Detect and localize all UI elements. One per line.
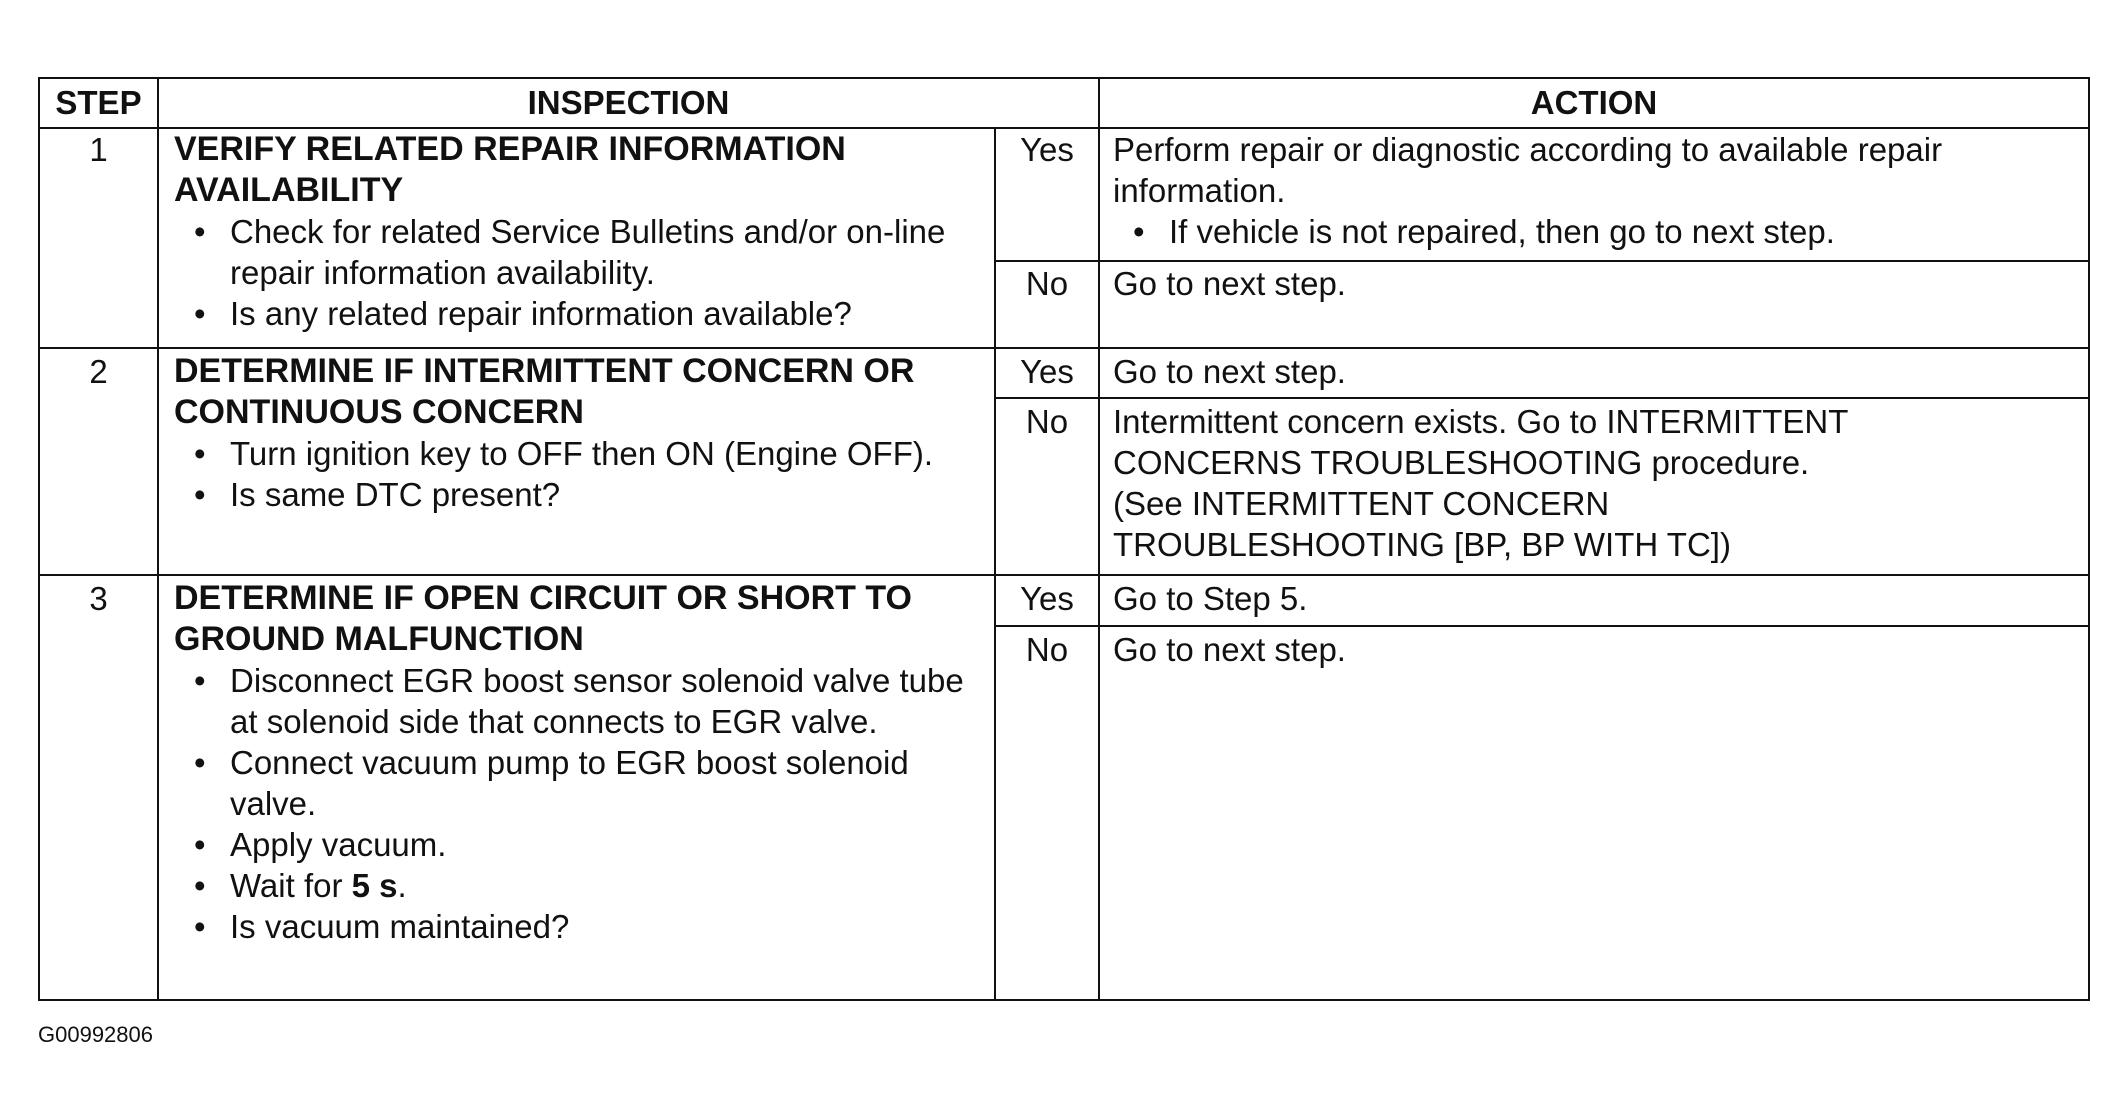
action-line: TROUBLESHOOTING [BP, BP WITH TC]) xyxy=(1113,526,1731,563)
diagnostic-table xyxy=(38,77,2090,1001)
row3-yes-no-line xyxy=(994,625,2088,627)
inspection-title: GROUND MALFUNCTION xyxy=(174,620,584,658)
action-line: Intermittent concern exists. Go to INTERMITTENT xyxy=(1113,403,1849,440)
inspection-cell xyxy=(174,578,986,947)
action-no xyxy=(1113,401,2073,565)
step-number: 1 xyxy=(89,131,108,168)
row1-bottom-line xyxy=(40,347,2088,349)
inspection-cell xyxy=(174,351,986,515)
action-text: Perform repair or diagnostic according to available repair information. xyxy=(1113,131,1943,209)
list-item: • If vehicle is not repaired, then go to next step. xyxy=(1113,211,2073,252)
list-item: • Turn ignition key to OFF then ON (Engine OFF). xyxy=(174,433,950,474)
list-item: • Disconnect EGR boost sensor solenoid valve tube at solenoid side that connects to EGR valve. xyxy=(174,660,970,742)
no-label: No xyxy=(1025,265,1069,302)
action-line: (See INTERMITTENT CONCERN xyxy=(1113,485,1610,522)
action-yes xyxy=(1113,129,2073,252)
wait-suffix: . xyxy=(397,867,407,904)
inspection-bullets xyxy=(174,433,986,515)
list-item: • Check for related Service Bulletins and/or on-line repair information availability. xyxy=(174,211,950,293)
inspection-title: DETERMINE IF INTERMITTENT CONCERN OR xyxy=(174,352,915,390)
col-divider-action xyxy=(1098,79,1100,999)
header-step: STEP xyxy=(55,84,142,121)
no-label: No xyxy=(1025,631,1069,668)
no-label: No xyxy=(1025,403,1069,440)
yes-label: Yes xyxy=(1020,131,1074,168)
action-bullets xyxy=(1113,211,2073,252)
action-no: Go to next step. xyxy=(1113,265,1346,302)
yes-label: Yes xyxy=(1020,580,1074,617)
col-divider-yesno xyxy=(994,127,996,999)
list-item xyxy=(174,865,986,906)
inspection-bullets xyxy=(174,660,986,947)
wait-duration: 5 s xyxy=(351,867,398,904)
inspection-title: AVAILABILITY xyxy=(174,171,404,209)
yes-label: Yes xyxy=(1020,353,1074,390)
step-number: 3 xyxy=(89,580,108,617)
header-inspection: INSPECTION xyxy=(527,84,730,121)
header-action: ACTION xyxy=(1530,84,1658,121)
list-item: • Is vacuum maintained? xyxy=(174,906,986,947)
list-item: • Is same DTC present? xyxy=(174,474,986,515)
inspection-cell xyxy=(174,129,986,334)
wait-prefix: Wait for xyxy=(230,867,352,904)
action-no: Go to next step. xyxy=(1113,631,1346,668)
action-yes: Go to Step 5. xyxy=(1113,580,1308,617)
col-divider-step xyxy=(157,79,159,999)
row2-bottom-line xyxy=(40,574,2088,576)
list-item: • Connect vacuum pump to EGR boost solenoid valve. xyxy=(174,742,990,824)
action-yes: Go to next step. xyxy=(1113,353,1346,390)
step-number: 2 xyxy=(89,353,108,390)
inspection-title: VERIFY RELATED REPAIR INFORMATION xyxy=(174,130,846,168)
inspection-title: DETERMINE IF OPEN CIRCUIT OR SHORT TO xyxy=(174,579,912,617)
list-item: • Is any related repair information available? xyxy=(174,293,986,334)
figure-id: G00992806 xyxy=(38,1022,153,1047)
inspection-bullets xyxy=(174,211,986,334)
inspection-title: CONTINUOUS CONCERN xyxy=(174,393,584,431)
action-line: CONCERNS TROUBLESHOOTING procedure. xyxy=(1113,444,1810,481)
list-item: • Apply vacuum. xyxy=(174,824,986,865)
row2-yes-no-line xyxy=(994,397,2088,399)
row1-yes-no-line xyxy=(994,260,2088,262)
